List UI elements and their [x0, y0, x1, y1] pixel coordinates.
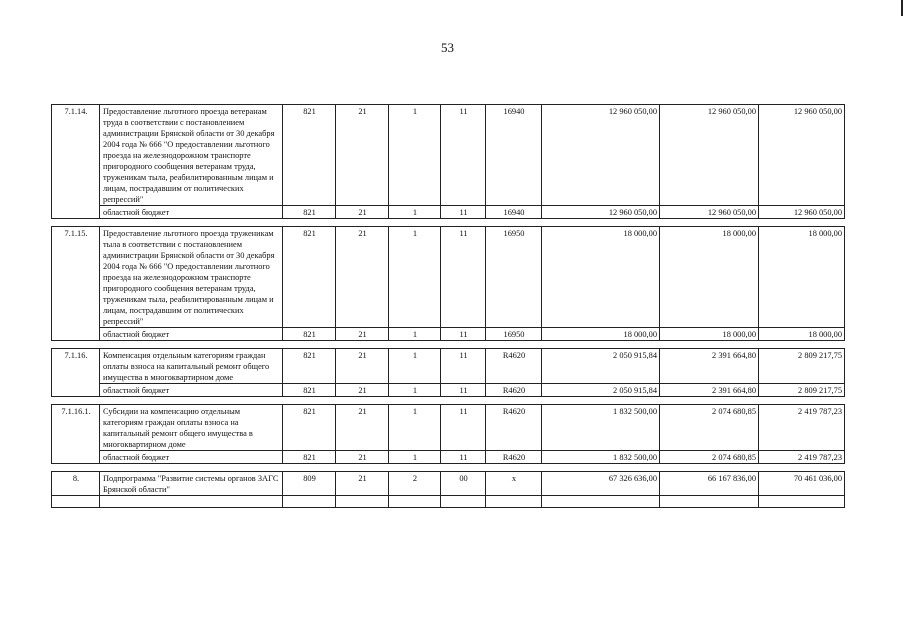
empty-cell	[660, 496, 759, 508]
row-separator	[52, 219, 845, 227]
section-cell: 21	[336, 105, 389, 206]
amount-year1-cell: 18 000,00	[542, 227, 660, 328]
grbs-cell: 821	[283, 384, 336, 397]
amount-year3-cell: 2 809 217,75	[759, 349, 845, 384]
expense-code-cell: х	[486, 472, 542, 496]
amount-year2-cell: 2 391 664,80	[660, 349, 759, 384]
item-number-cell: 7.1.16.	[52, 349, 100, 397]
grbs-cell: 821	[283, 328, 336, 341]
grbs-cell: 821	[283, 227, 336, 328]
amount-year2-cell: 12 960 050,00	[660, 206, 759, 219]
table-row	[52, 472, 845, 496]
amount-year2-cell: 2 391 664,80	[660, 384, 759, 397]
row-separator	[52, 397, 845, 405]
expense-code-cell: R4620	[486, 349, 542, 384]
amount-year2-cell: 66 167 836,00	[660, 472, 759, 496]
expense-code-cell: 16950	[486, 328, 542, 341]
row-separator-cell	[52, 397, 845, 405]
funding-source-cell: областной бюджет	[100, 384, 283, 397]
subsection-cell: 1	[389, 384, 441, 397]
item-name-cell: Предоставление льготного проезда труженикам тыла в соответствии с постановлением администрации Брянской области от 30 декабря 2004 года № 666 "О предоставлении льготного проезда на железнодорожном транспорте пригородного сообщения ветеранам труда, труженикам тыла, реабилитированным лицам и лицам, пострадавшим от политических репрессий"	[100, 227, 283, 328]
row-separator	[52, 341, 845, 349]
expense-code-cell: R4620	[486, 405, 542, 451]
table-row	[52, 227, 845, 328]
section-cell: 21	[336, 405, 389, 451]
table-row-continuation	[52, 496, 845, 508]
program-cell: 11	[441, 328, 486, 341]
section-cell: 21	[336, 206, 389, 219]
amount-year2-cell: 12 960 050,00	[660, 105, 759, 206]
table-row	[52, 405, 845, 451]
amount-year3-cell: 12 960 050,00	[759, 206, 845, 219]
grbs-cell: 821	[283, 405, 336, 451]
amount-year1-cell: 18 000,00	[542, 328, 660, 341]
amount-year3-cell: 12 960 050,00	[759, 105, 845, 206]
table-subrow	[52, 328, 845, 341]
page-number: 53	[441, 40, 454, 55]
item-number-cell: 7.1.16.1.	[52, 405, 100, 464]
program-cell: 11	[441, 206, 486, 219]
item-name-cell: Субсидии на компенсацию отдельным категориям граждан оплаты взноса на капитальный ремонт общего имущества в многоквартирном доме	[100, 405, 283, 451]
row-separator-cell	[52, 464, 845, 472]
grbs-cell: 821	[283, 451, 336, 464]
amount-year3-cell: 2 419 787,23	[759, 451, 845, 464]
program-cell: 11	[441, 451, 486, 464]
budget-table	[51, 104, 845, 508]
subsection-cell: 1	[389, 206, 441, 219]
amount-year3-cell: 2 419 787,23	[759, 405, 845, 451]
table-subrow	[52, 384, 845, 397]
section-cell: 21	[336, 472, 389, 496]
empty-cell	[100, 496, 283, 508]
expense-code-cell: 16940	[486, 206, 542, 219]
budget-table-body	[52, 105, 845, 508]
amount-year1-cell: 12 960 050,00	[542, 105, 660, 206]
grbs-cell: 821	[283, 206, 336, 219]
row-separator-cell	[52, 219, 845, 227]
program-cell: 11	[441, 227, 486, 328]
funding-source-cell: областной бюджет	[100, 206, 283, 219]
funding-source-cell: областной бюджет	[100, 328, 283, 341]
amount-year2-cell: 2 074 680,85	[660, 451, 759, 464]
empty-cell	[759, 496, 845, 508]
subsection-cell: 2	[389, 472, 441, 496]
expense-code-cell: 16950	[486, 227, 542, 328]
amount-year1-cell: 2 050 915,84	[542, 384, 660, 397]
section-cell: 21	[336, 384, 389, 397]
item-name-cell: Компенсация отдельным категориям граждан оплаты взноса на капитальный ремонт общего имущества в многоквартирном доме	[100, 349, 283, 384]
amount-year1-cell: 2 050 915,84	[542, 349, 660, 384]
amount-year1-cell: 12 960 050,00	[542, 206, 660, 219]
subsection-cell: 1	[389, 405, 441, 451]
subsection-cell: 1	[389, 105, 441, 206]
item-number-cell: 7.1.14.	[52, 105, 100, 219]
item-number-cell: 8.	[52, 472, 100, 496]
empty-cell	[283, 496, 336, 508]
section-cell: 21	[336, 328, 389, 341]
subsection-cell: 1	[389, 451, 441, 464]
expense-code-cell: 16940	[486, 105, 542, 206]
section-cell: 21	[336, 451, 389, 464]
amount-year2-cell: 2 074 680,85	[660, 405, 759, 451]
program-cell: 11	[441, 384, 486, 397]
table-row	[52, 105, 845, 206]
amount-year3-cell: 18 000,00	[759, 227, 845, 328]
grbs-cell: 821	[283, 105, 336, 206]
row-separator	[52, 464, 845, 472]
section-cell: 21	[336, 349, 389, 384]
amount-year1-cell: 1 832 500,00	[542, 451, 660, 464]
item-name-cell: Предоставление льготного проезда ветеранам труда в соответствии с постановлением администрации Брянской области от 30 декабря 2004 года № 666 "О предоставлении льготного проезда на железнодорожном транспорте пригородного сообщения ветеранам труда, труженикам тыла, реабилитированным лицам и лицам, пострадавшим от политических репрессий"	[100, 105, 283, 206]
expense-code-cell: R4620	[486, 384, 542, 397]
amount-year1-cell: 67 326 636,00	[542, 472, 660, 496]
program-cell: 00	[441, 472, 486, 496]
subsection-cell: 1	[389, 349, 441, 384]
empty-cell	[542, 496, 660, 508]
program-cell: 11	[441, 105, 486, 206]
empty-cell	[52, 496, 100, 508]
amount-year2-cell: 18 000,00	[660, 328, 759, 341]
scan-edge-mark	[901, 0, 903, 16]
section-cell: 21	[336, 227, 389, 328]
empty-cell	[389, 496, 441, 508]
funding-source-cell: областной бюджет	[100, 451, 283, 464]
empty-cell	[336, 496, 389, 508]
item-name-cell: Подпрограмма "Развитие системы органов ЗАГС Брянской области"	[100, 472, 283, 496]
amount-year2-cell: 18 000,00	[660, 227, 759, 328]
subsection-cell: 1	[389, 227, 441, 328]
grbs-cell: 809	[283, 472, 336, 496]
table-subrow	[52, 451, 845, 464]
row-separator-cell	[52, 341, 845, 349]
expense-code-cell: R4620	[486, 451, 542, 464]
amount-year1-cell: 1 832 500,00	[542, 405, 660, 451]
table-row	[52, 349, 845, 384]
item-number-cell: 7.1.15.	[52, 227, 100, 341]
subsection-cell: 1	[389, 328, 441, 341]
amount-year3-cell: 70 461 036,00	[759, 472, 845, 496]
empty-cell	[486, 496, 542, 508]
empty-cell	[441, 496, 486, 508]
program-cell: 11	[441, 405, 486, 451]
amount-year3-cell: 2 809 217,75	[759, 384, 845, 397]
amount-year3-cell: 18 000,00	[759, 328, 845, 341]
table-subrow	[52, 206, 845, 219]
program-cell: 11	[441, 349, 486, 384]
grbs-cell: 821	[283, 349, 336, 384]
